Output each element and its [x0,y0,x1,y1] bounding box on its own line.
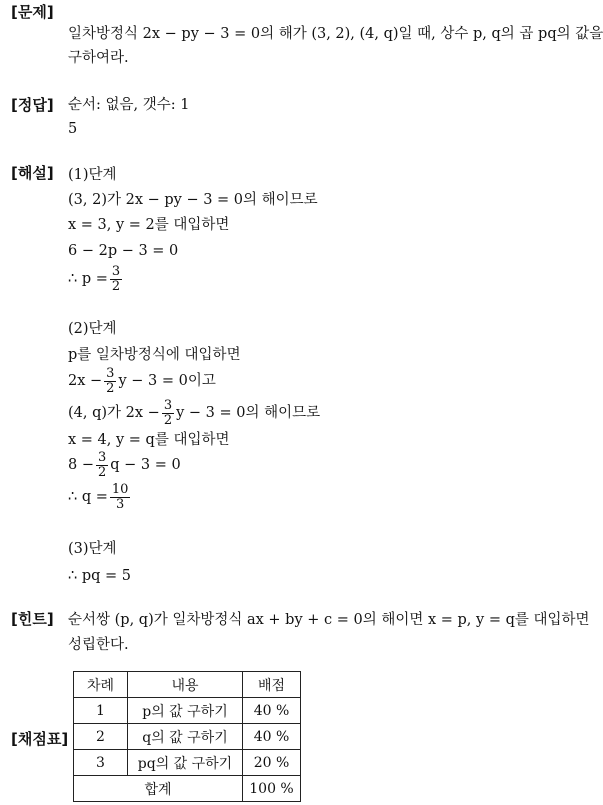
rubric-header-cell: 내용 [128,672,243,698]
fraction-numerator: 10 [111,481,129,497]
step2-line-6 [68,480,132,514]
rubric-content-cell: pq의 값 구하기 [128,750,243,776]
fraction-denominator: 3 [116,496,125,512]
problem-line-1: 일차방정식 2x − py − 3 = 0의 해가 (3, 2), (4, q)일 때, 상수 p, q의 곱 pq의 값을 [68,26,603,42]
rubric-table [73,671,301,802]
fraction [110,483,131,512]
step1-line-4-prefix: ∴ p = [68,271,108,287]
fraction-numerator: 3 [106,365,115,381]
step2-line-5 [68,448,181,482]
rubric-header-cell: 차례 [74,672,128,698]
fraction [162,399,174,428]
rubric-order-cell: 3 [74,750,128,776]
rubric-score-cell: 40 % [243,724,301,750]
step2-line-5-suffix: q − 3 = 0 [110,457,181,473]
fraction-denominator: 2 [106,380,115,396]
step1-line-3: 6 − 2p − 3 = 0 [68,243,179,259]
answer-meta: 순서: 없음, 갯수: 1 [68,97,190,113]
fraction-denominator: 2 [111,278,121,294]
step2-line-2-prefix: 2x − [68,373,103,389]
hint-line-2: 성립한다. [68,637,129,653]
problem-label: [문제] [11,3,54,21]
rubric-total-row [74,776,301,802]
rubric-header-row [74,672,301,698]
step2-line-4: x = 4, y = q를 대입하면 [68,432,230,448]
rubric-header-cell: 배점 [243,672,301,698]
step1-line-1: (3, 2)가 2x − py − 3 = 0의 해이므로 [68,192,318,208]
step1-line-4 [68,262,124,296]
fraction-numerator: 3 [97,449,107,465]
step2-line-2 [68,364,216,398]
rubric-label: [채점표] [11,730,69,748]
answer-label: [정답] [11,96,54,114]
rubric-score-cell: 40 % [243,698,301,724]
fraction [104,367,116,396]
step2-title: (2)단계 [68,321,117,337]
fraction-numerator: 3 [111,263,121,279]
rubric-order-cell: 1 [74,698,128,724]
rubric-content-cell: q의 값 구하기 [128,724,243,750]
step1-line-2: x = 3, y = 2를 대입하면 [68,217,230,233]
rubric-content-cell: p의 값 구하기 [128,698,243,724]
fraction [96,451,108,480]
rubric-total-label: 합계 [74,776,243,802]
step2-line-1: p를 일차방정식에 대입하면 [68,347,241,363]
table-row [74,698,301,724]
rubric-total-value: 100 % [243,776,301,802]
table-row [74,724,301,750]
table-row [74,750,301,776]
step2-line-3-suffix: y − 3 = 0의 해이므로 [176,405,321,421]
step3-title: (3)단계 [68,541,117,557]
step1-title: (1)단계 [68,167,117,183]
solution-label: [해설] [11,164,54,182]
fraction-numerator: 3 [163,397,173,413]
fraction-denominator: 2 [97,464,107,480]
rubric-score-cell: 20 % [243,750,301,776]
fraction-denominator: 2 [163,412,173,428]
step2-line-3 [68,396,320,430]
step2-line-6-prefix: ∴ q = [68,489,108,505]
step2-line-5-prefix: 8 − [68,457,94,473]
problem-line-2: 구하여라. [68,50,129,66]
rubric-order-cell: 2 [74,724,128,750]
step3-line-1: ∴ pq = 5 [68,568,131,584]
answer-value: 5 [68,121,78,137]
fraction [110,265,122,294]
hint-line-1: 순서쌍 (p, q)가 일차방정식 ax + by + c = 0의 해이면 x = p, y = q를 대입하면 [68,612,590,628]
step2-line-2-suffix: y − 3 = 0이고 [118,373,216,389]
step2-line-3-prefix: (4, q)가 2x − [68,405,160,421]
hint-label: [힌트] [11,610,54,628]
